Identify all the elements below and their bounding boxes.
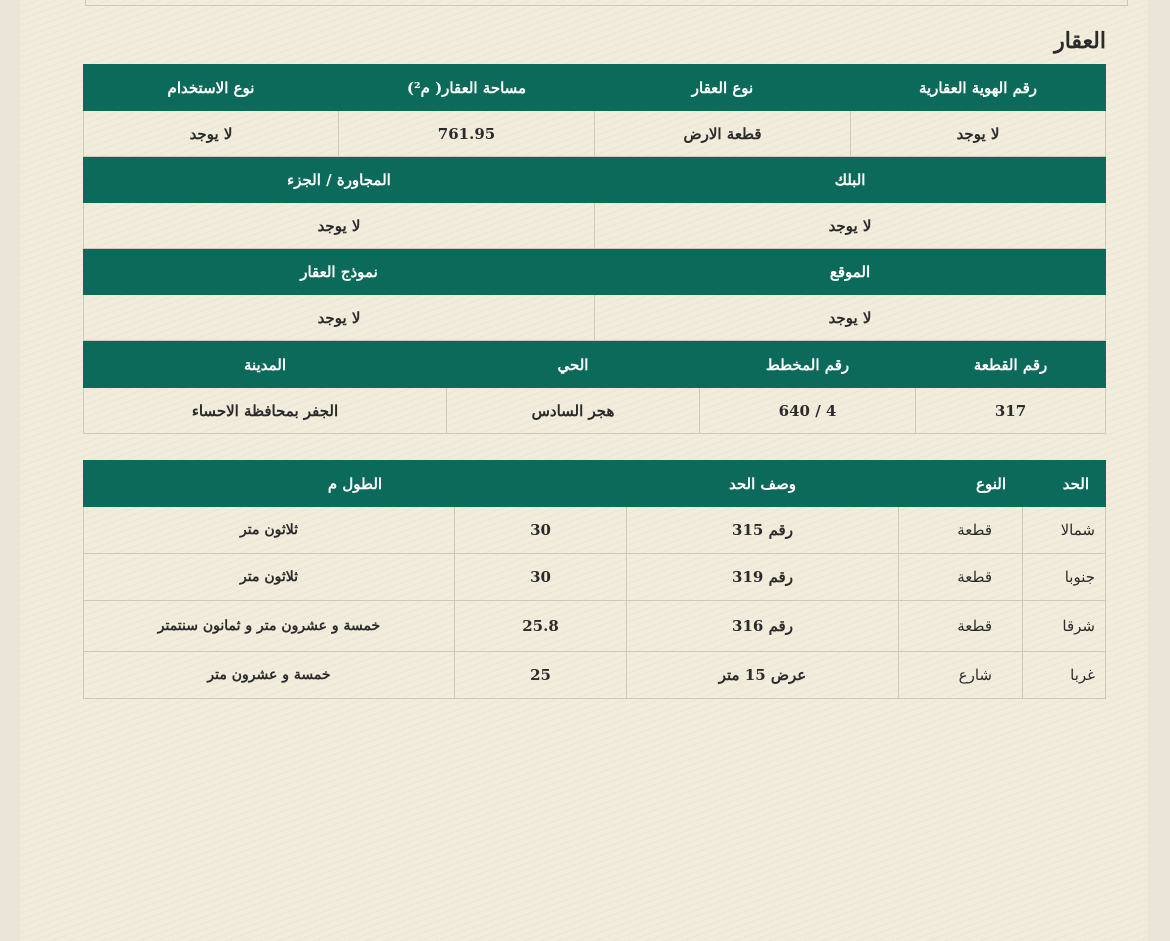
header-property-type: نوع العقار — [595, 65, 851, 111]
value-property-type: قطعة الارض — [595, 111, 851, 157]
header-boundary-type: النوع — [899, 461, 1023, 507]
value-city: الجفر بمحافظة الاحساء — [84, 388, 447, 434]
header-plan-number: رقم المخطط — [700, 342, 916, 388]
cell-side: شرقا — [1023, 601, 1106, 652]
property-details-table — [83, 64, 1106, 341]
cell-description: رقم 315 — [627, 507, 899, 554]
header-length: الطول م — [83, 461, 626, 507]
table-header-row — [83, 461, 1105, 507]
table-row — [84, 388, 1106, 434]
value-plan-number: 4 / 640 — [700, 388, 916, 434]
value-neighborhood-part: لا يوجد — [84, 203, 595, 249]
value-district: هجر السادس — [447, 388, 700, 434]
table-header-row — [84, 342, 1106, 388]
table-row — [84, 111, 1106, 157]
cell-type: قطعة — [899, 507, 1023, 554]
cell-side: شمالا — [1023, 507, 1106, 554]
table-row — [84, 203, 1106, 249]
table-row — [83, 652, 1105, 699]
boundaries-table — [83, 460, 1106, 699]
value-usage-type: لا يوجد — [84, 111, 339, 157]
header-boundary-description: وصف الحد — [627, 461, 899, 507]
document-page — [20, 0, 1148, 941]
header-city: المدينة — [84, 342, 447, 388]
header-property-model: نموذج العقار — [84, 249, 595, 295]
cell-side: غربا — [1023, 652, 1106, 699]
section-title: العقار — [1054, 28, 1106, 54]
value-property-model: لا يوجد — [84, 295, 595, 341]
table-header-row — [84, 65, 1106, 111]
table-row — [83, 507, 1105, 554]
cell-description: رقم 316 — [627, 601, 899, 652]
value-property-id: لا يوجد — [851, 111, 1106, 157]
value-plot-number: 317 — [916, 388, 1106, 434]
header-boundary: الحد — [1023, 461, 1106, 507]
cell-length: 30 — [455, 554, 627, 601]
cell-description: رقم 319 — [627, 554, 899, 601]
value-block: لا يوجد — [595, 203, 1106, 249]
header-location: الموقع — [595, 249, 1106, 295]
cell-length: 25.8 — [455, 601, 627, 652]
table-row — [83, 601, 1105, 652]
cell-length-words: خمسة و عشرون متر و ثمانون سنتمتر — [83, 601, 454, 652]
cell-length: 30 — [455, 507, 627, 554]
header-neighborhood-part: المجاورة / الجزء — [84, 157, 595, 203]
cell-description: عرض 15 متر — [627, 652, 899, 699]
header-plot-number: رقم القطعة — [916, 342, 1106, 388]
cell-length-words: ثلاثون متر — [83, 554, 454, 601]
header-property-area: مساحة العقار( م²) — [339, 65, 595, 111]
table-header-row — [84, 249, 1106, 295]
value-location: لا يوجد — [595, 295, 1106, 341]
cell-type: قطعة — [899, 554, 1023, 601]
cell-type: قطعة — [899, 601, 1023, 652]
table-row — [84, 295, 1106, 341]
cell-length: 25 — [455, 652, 627, 699]
cell-type: شارع — [899, 652, 1023, 699]
previous-table-bottom-edge — [85, 0, 1128, 6]
cell-side: جنوبا — [1023, 554, 1106, 601]
header-property-id: رقم الهوية العقارية — [851, 65, 1106, 111]
header-usage-type: نوع الاستخدام — [84, 65, 339, 111]
cell-length-words: خمسة و عشرون متر — [83, 652, 454, 699]
plot-location-table — [83, 341, 1106, 434]
header-block: البلك — [595, 157, 1106, 203]
table-header-row — [84, 157, 1106, 203]
cell-length-words: ثلاثون متر — [83, 507, 454, 554]
table-row — [83, 554, 1105, 601]
value-property-area: 761.95 — [339, 111, 595, 157]
header-district: الحي — [447, 342, 700, 388]
